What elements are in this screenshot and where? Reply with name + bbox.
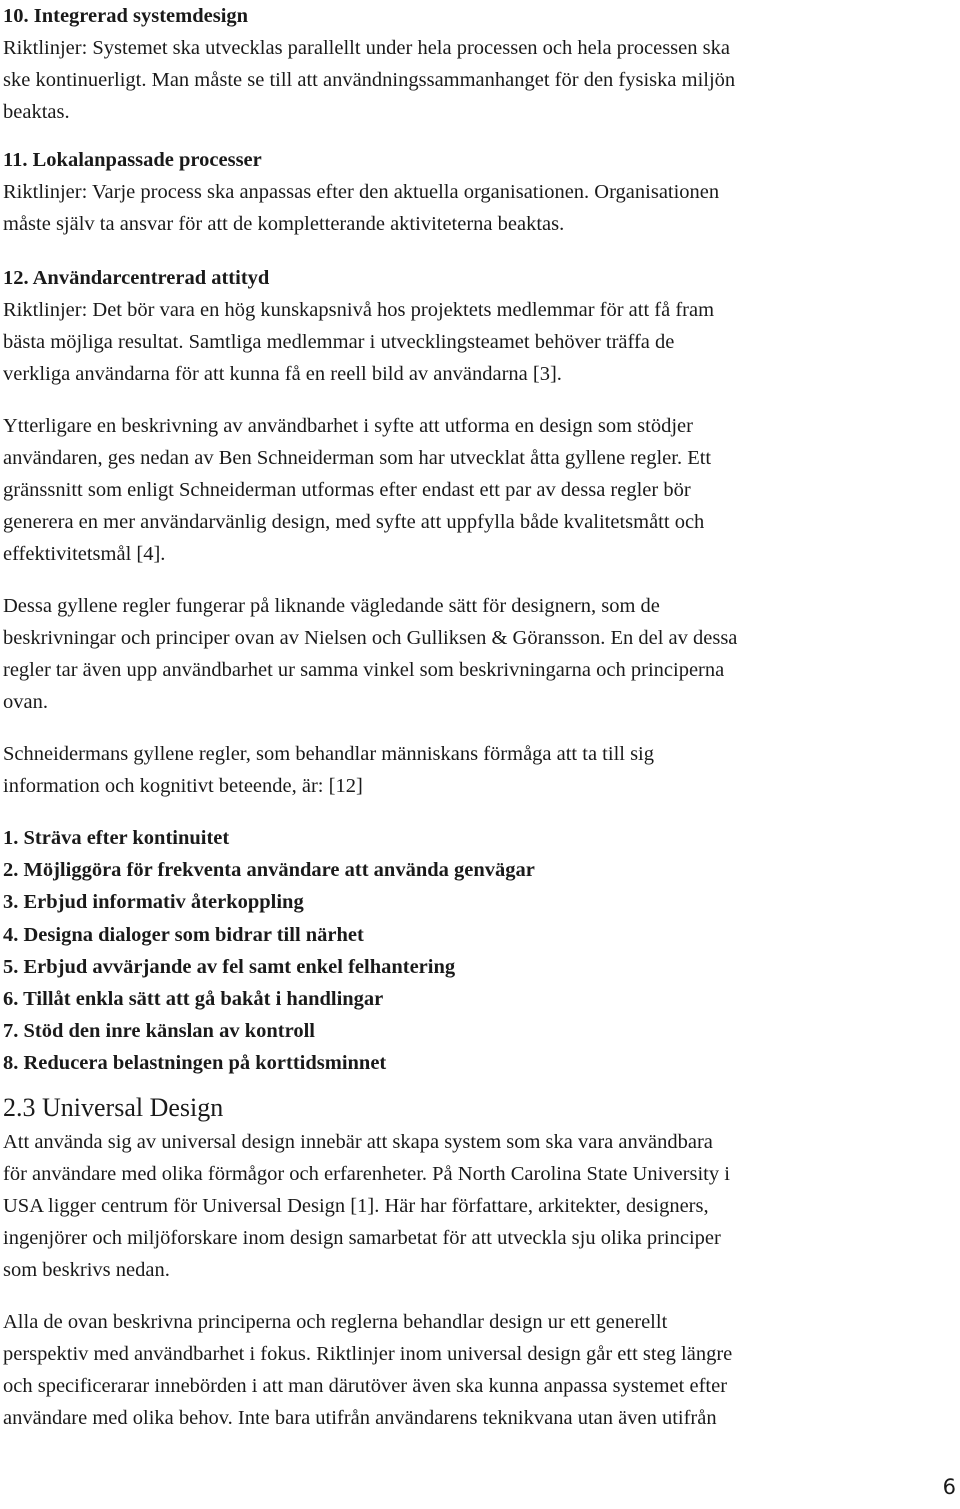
text-line: ske kontinuerligt. Man måste se till att användningssammanhanget för den fysiska miljön bbox=[3, 69, 736, 91]
text-line: för användare med olika förmågor och erfarenheter. På North Carolina State University i bbox=[3, 1162, 730, 1185]
text-line: regler tar även upp användbarhet ur samma vinkel som beskrivningarna och principerna bbox=[3, 659, 725, 681]
section-12 bbox=[3, 262, 948, 390]
text-line: generera en mer användarvänlig design, med syfte att uppfylla både kvalitetsmått och bbox=[3, 511, 705, 533]
list-item: 6. Tillåt enkla sätt att gå bakåt i handlingar bbox=[3, 987, 384, 1010]
page-number: 6 bbox=[942, 1475, 956, 1499]
section-10 bbox=[3, 0, 948, 128]
text-line: effektivitetsmål [4]. bbox=[3, 543, 166, 565]
text-line: Dessa gyllene regler fungerar på liknande vägledande sätt för designern, som de bbox=[3, 595, 660, 617]
list-item: 8. Reducera belastningen på korttidsminnet bbox=[3, 1052, 387, 1075]
text-line: bästa möjliga resultat. Samtliga medlemmar i utvecklingsteamet behöver träffa de bbox=[3, 331, 675, 353]
text-line: gränssnitt som enligt Schneiderman utformas efter endast ett par av dessa regler bör bbox=[3, 479, 691, 501]
text-line: verkliga användarna för att kunna få en reell bild av användarna [3]. bbox=[3, 363, 562, 385]
list-item: 2. Möjliggöra för frekventa användare att använda genvägar bbox=[3, 859, 535, 882]
text-line: Schneidermans gyllene regler, som behandlar människans förmåga att ta till sig bbox=[3, 743, 655, 765]
text-line: beaktas. bbox=[3, 101, 70, 123]
text-line: som beskrivs nedan. bbox=[3, 1258, 170, 1281]
text-line: Riktlinjer: Det bör vara en hög kunskapsnivå hos projektets medlemmar för att få fram bbox=[3, 299, 715, 321]
section-heading: 11. Lokalanpassade processer bbox=[3, 149, 262, 171]
text-line: användare med olika behov. Inte bara utifrån användarens teknikvana utan även utifrån bbox=[3, 1406, 717, 1429]
section-heading-universal-design: 2.3 Universal Design bbox=[3, 1092, 224, 1122]
paragraph-universal-design-scope bbox=[3, 1306, 948, 1434]
paragraph-golden-rules-context bbox=[3, 590, 948, 718]
list-item: 7. Stöd den inre känslan av kontroll bbox=[3, 1020, 315, 1043]
list-item: 3. Erbjud informativ återkoppling bbox=[3, 891, 304, 914]
text-line: Alla de ovan beskrivna principerna och reglerna behandlar design ur ett generellt bbox=[3, 1310, 668, 1333]
paragraph-universal-design-intro bbox=[3, 1126, 948, 1286]
list-item: 5. Erbjud avvärjande av fel samt enkel felhantering bbox=[3, 955, 456, 978]
list-item: 1. Sträva efter kontinuitet bbox=[3, 827, 230, 849]
paragraph-schneiderman-intro bbox=[3, 410, 948, 570]
text-line: ovan. bbox=[3, 691, 48, 713]
text-line: ingenjörer och miljöforskare inom design samarbetat för att utveckla sju olika principer bbox=[3, 1226, 721, 1249]
paragraph-golden-rules-lead bbox=[3, 738, 948, 802]
text-line: Ytterligare en beskrivning av användbarhet i syfte att utforma en design som stödjer bbox=[3, 415, 693, 437]
section-heading: 12. Användarcentrerad attityd bbox=[3, 267, 270, 289]
golden-rules-list bbox=[3, 822, 948, 1080]
text-line: beskrivningar och principer ovan av Nielsen och Gulliksen & Göransson. En del av dessa bbox=[3, 627, 738, 649]
text-line: Riktlinjer: Varje process ska anpassas efter den aktuella organisationen. Organisationen bbox=[3, 181, 720, 203]
text-line: perspektiv med användbarhet i fokus. Riktlinjer inom universal design går ett steg längre bbox=[3, 1342, 733, 1365]
text-line: måste själv ta ansvar för att de kompletterande aktiviteterna beaktas. bbox=[3, 213, 565, 235]
text-line: användaren, ges nedan av Ben Schneiderman som har utvecklat åtta gyllene regler. Ett bbox=[3, 447, 712, 469]
text-line: och specificerarar innebörden i att man därutöver även ska kunna anpassa systemet efter bbox=[3, 1374, 728, 1397]
document-page bbox=[3, 0, 948, 1434]
text-line: Att använda sig av universal design innebär att skapa system som ska vara användbara bbox=[3, 1130, 713, 1153]
text-line: information och kognitivt beteende, är: [12] bbox=[3, 775, 363, 797]
list-item: 4. Designa dialoger som bidrar till närhet bbox=[3, 923, 364, 946]
text-line: Riktlinjer: Systemet ska utvecklas parallellt under hela processen och hela processen ska bbox=[3, 37, 730, 59]
text-line: USA ligger centrum för Universal Design [1]. Här har författare, arkitekter, designers, bbox=[3, 1194, 709, 1217]
section-11 bbox=[3, 144, 948, 240]
section-heading: 10. Integrerad systemdesign bbox=[3, 5, 249, 27]
